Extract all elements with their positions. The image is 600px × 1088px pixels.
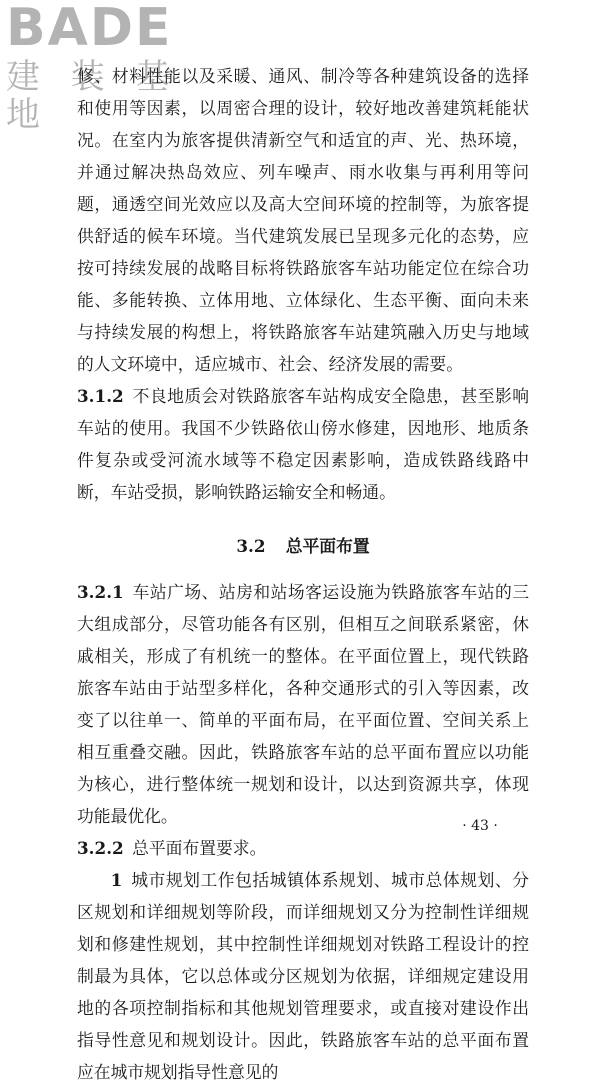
paragraph-continued: 修、材料性能以及采暖、通风、制冷等各种建筑设备的选择和使用等因素，以周密合理的设计，较好地改善建筑耗能状况。在室内为旅客提供清新空气和适宜的声、光、热环境，并通过解决热岛效应、列车噪声、雨水收集与再利用等问题，通透空间光效应以及高大空间环境的控制等，为旅客提供舒适的候车环境。当代建筑发展已呈现多元化的态势，应按可持续发展的战略目标将铁路旅客车站功能定位在综合功能、多能转换、立体用地、立体绿化、生态平衡、面向未来与持续发展的构想上，将铁路旅客车站建筑融入历史与地域的人文环境中，适应城市、社会、经济发展的需要。: [77, 66, 529, 374]
clause-3-2-1: [77, 576, 529, 832]
clause-text: 不良地质会对铁路旅客车站构成安全隐患，甚至影响车站的使用。我国不少铁路依山傍水修建，因地形、地质条件复杂或受河流水域等不稳定因素影响，造成铁路线路中断，车站受损，影响铁路运输安全和畅通。: [77, 386, 529, 502]
clause-text: 车站广场、站房和站场客运设施为铁路旅客车站的三大组成部分，尽管功能各有区别，但相互之间联系紧密，休戚相关，形成了有机统一的整体。在平面位置上，现代铁路旅客车站由于站型多样化，各种交通形式的引入等因素，改变了以往单一、简单的平面布局，在平面位置、空间关系上相互重叠交融。因此，铁路旅客车站的总平面布置应以功能为核心，进行整体统一规划和设计，以达到资源共享，体现功能最优化。: [77, 582, 529, 826]
clause-number: 3.2.2: [77, 838, 124, 858]
clause-3-2-2: [77, 832, 529, 864]
section-number: 3.2: [236, 536, 266, 556]
page-number: · 43 ·: [462, 818, 498, 834]
section-heading: [77, 530, 529, 562]
clause-number: 3.2.1: [77, 582, 124, 602]
item-text: 城市规划工作包括城镇体系规划、城市总体规划、分区规划和详细规划等阶段，而详细规划又分为控制性详细规划和修建性规划，其中控制性详细规划对铁路工程设计的控制最为具体，它以总体或分区规划为依据，详细规定建设用地的各项控制指标和其他规划管理要求，或直接对建设作出指导性意见和规划设计。因此，铁路旅客车站的总平面布置应在城市规划指导性意见的: [77, 870, 529, 1082]
clause-3-1-2: [77, 380, 529, 508]
clause-number: 3.1.2: [77, 386, 124, 406]
section-title: 总平面布置: [285, 536, 370, 556]
list-item-1: [77, 864, 529, 1088]
page-body: [77, 60, 529, 1088]
item-number: 1: [110, 870, 123, 890]
clause-text: 总平面布置要求。: [132, 838, 267, 858]
watermark-brand: BADE: [6, 0, 173, 58]
watermark-tagline: 建 装 基 地: [6, 57, 180, 135]
